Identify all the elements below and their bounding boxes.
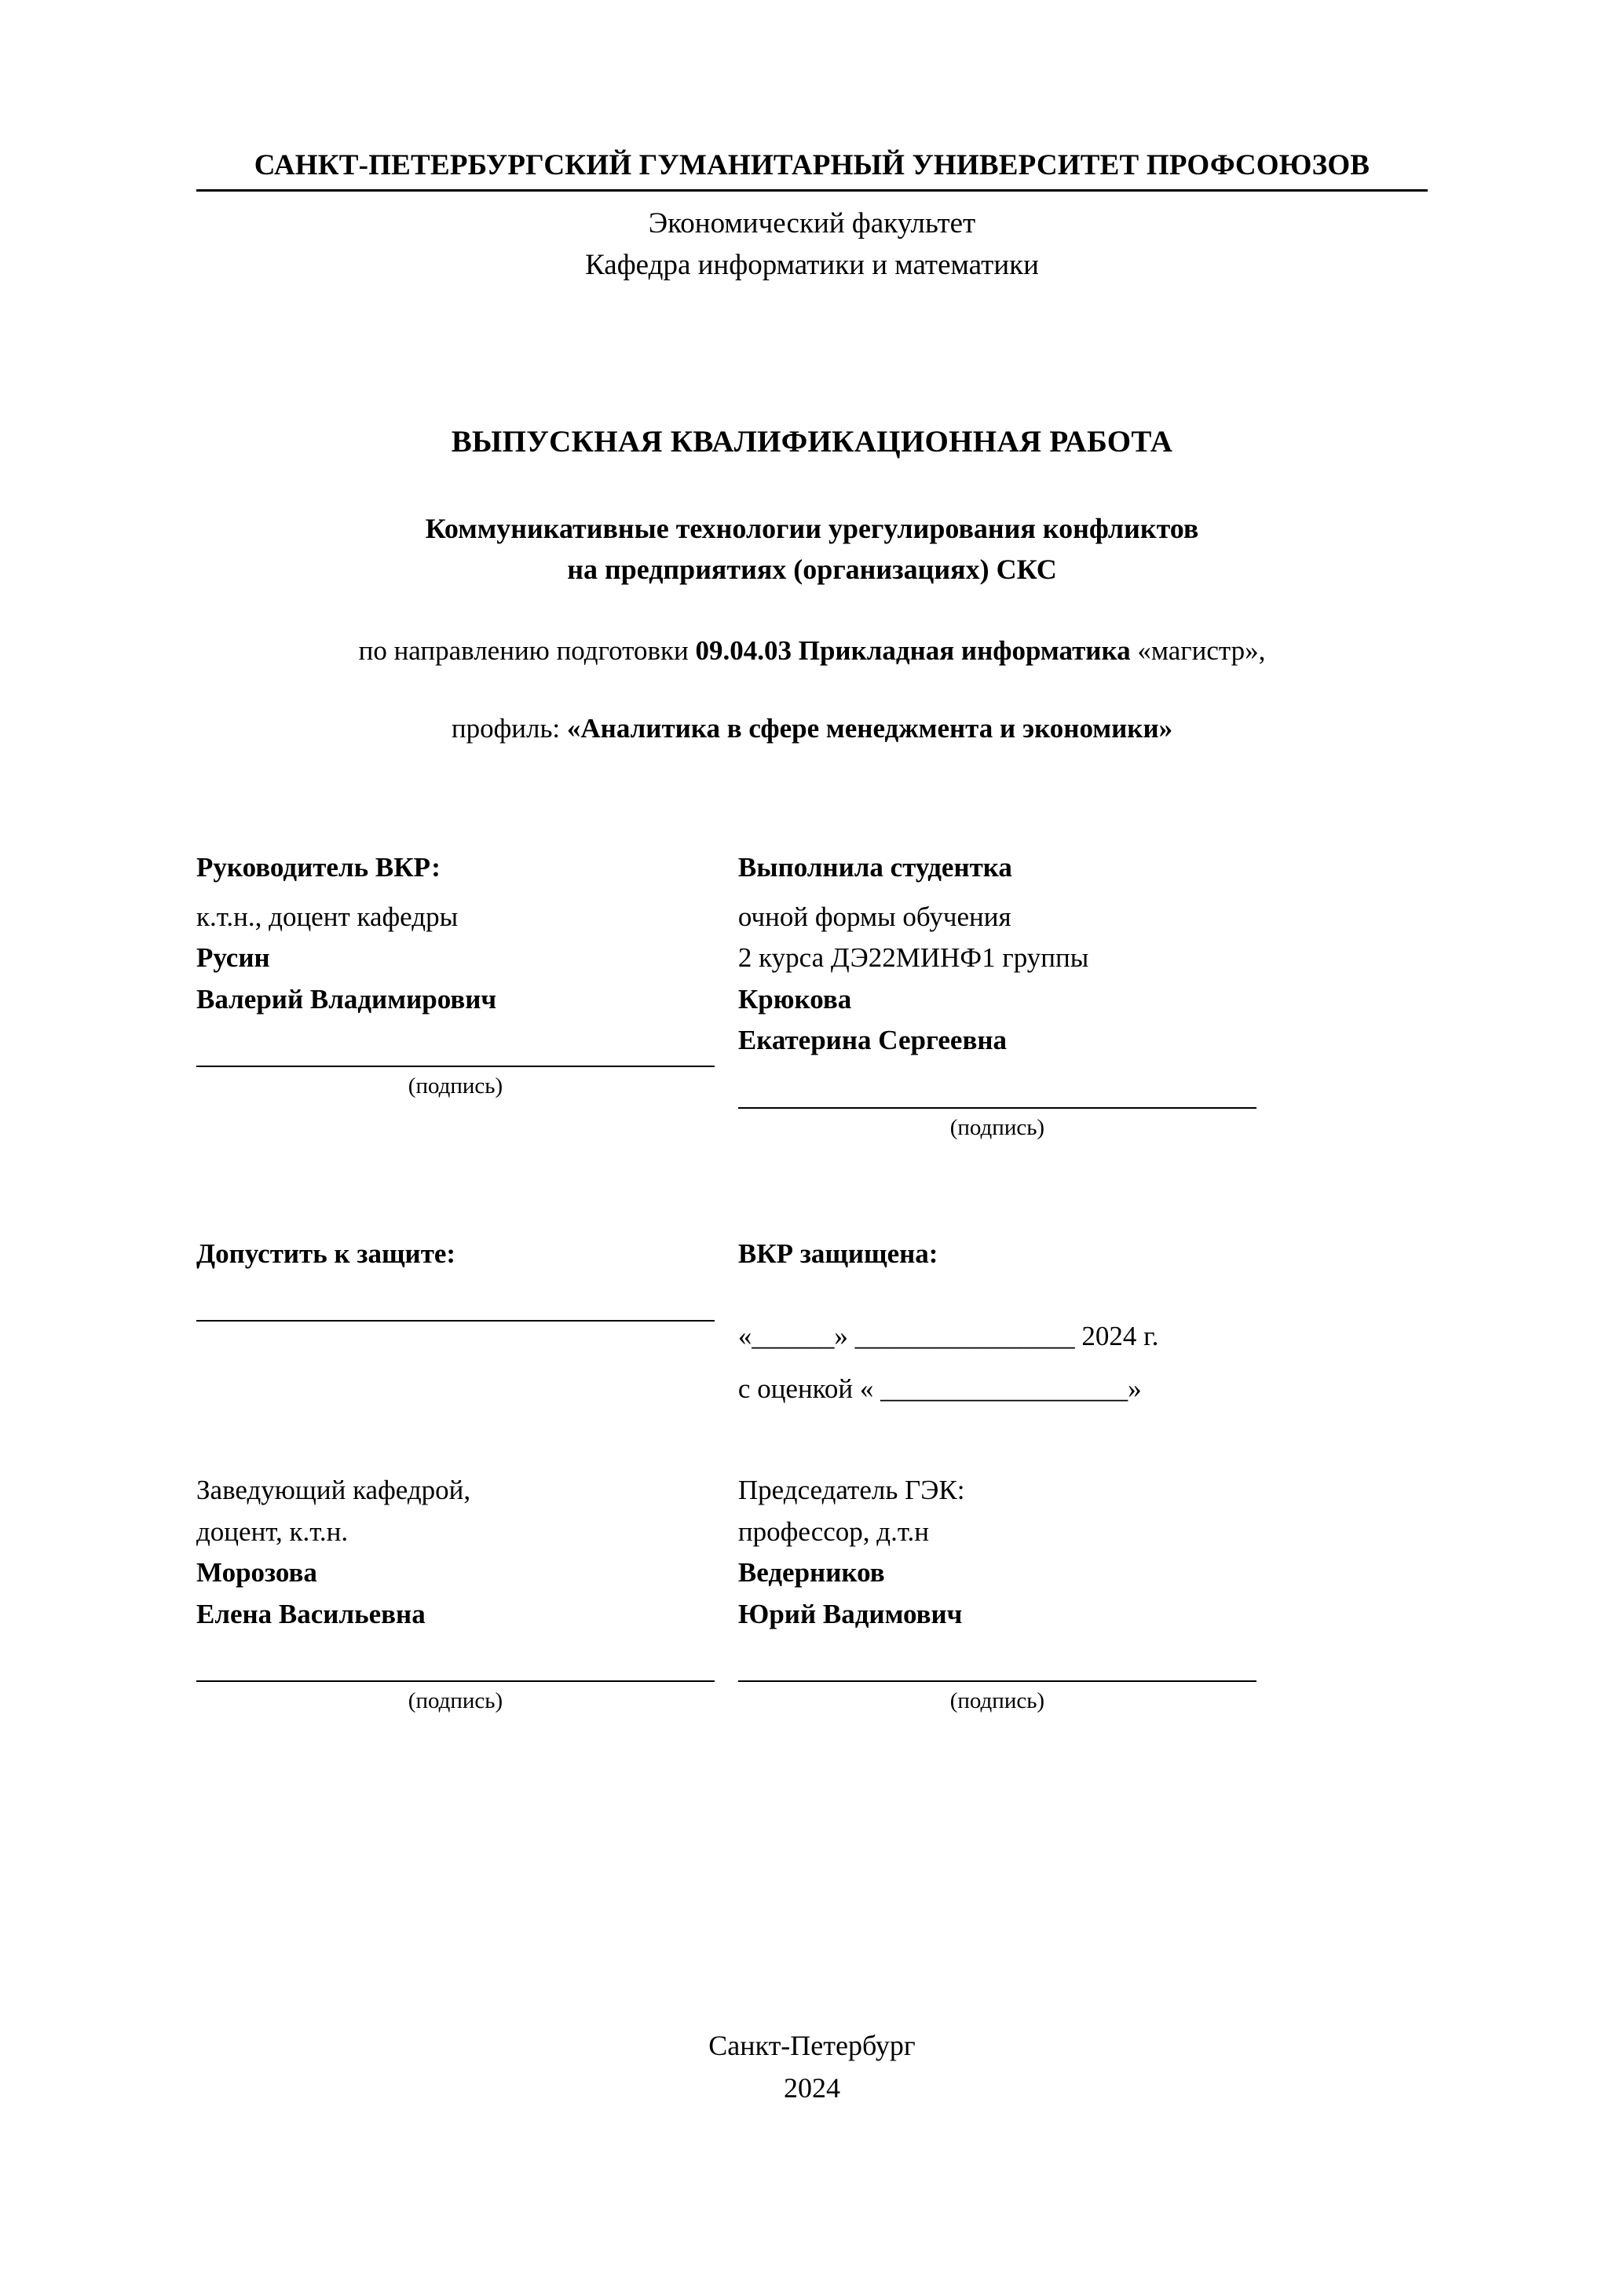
- defense-grade-line: с оценкой « __________________»: [737, 1373, 1142, 1404]
- direction-prefix: по направлению подготовки: [358, 635, 696, 667]
- admission-heading: Допустить к защите:: [196, 1238, 456, 1269]
- thesis-theme: [196, 508, 1428, 590]
- chairman-position-line2: профессор, д.т.н: [737, 1515, 929, 1547]
- header-divider: [196, 189, 1428, 192]
- chairman-position-line1: Председатель ГЭК:: [737, 1475, 965, 1506]
- defense-block: [738, 1234, 1428, 1416]
- student-signature-line: [738, 1107, 1256, 1109]
- direction-code: 09.04.03 Прикладная информатика: [695, 635, 1131, 667]
- faculty-name: Экономический факультет: [648, 207, 976, 239]
- chairman-name: Юрий Вадимович: [737, 1598, 963, 1629]
- student-block: [738, 847, 1428, 1141]
- document-footer: [0, 2024, 1624, 2109]
- head-of-department-block: [196, 1470, 738, 1714]
- defense-date-line: «______» ________________ 2024 г.: [737, 1321, 1159, 1352]
- supervisor-heading: Руководитель ВКР:: [196, 852, 441, 883]
- thesis-theme-line2: на предприятиях (организациях) СКС: [567, 554, 1057, 586]
- spacer-defense: [738, 1282, 1428, 1311]
- direction-line: [196, 631, 1428, 672]
- head-signature-line: [196, 1680, 715, 1682]
- supervisor-signature-line: [196, 1066, 715, 1067]
- head-surname: Морозова: [196, 1557, 317, 1589]
- student-surname: Крюкова: [737, 983, 852, 1015]
- chairman-signature-caption: (подпись): [949, 1688, 1045, 1714]
- thesis-theme-line1: Коммуникативные технологии урегулирования конфликтов: [425, 512, 1199, 544]
- chairman-surname: Ведерников: [737, 1557, 885, 1589]
- supervisor-degree: к.т.н., доцент кафедры: [196, 901, 459, 932]
- head-signature-caption: (подпись): [408, 1688, 503, 1714]
- signature-row-bottom: [196, 1470, 1428, 1714]
- chairman-block: [738, 1470, 1428, 1714]
- student-form: очной формы обучения: [737, 901, 1011, 932]
- chairman-signature-line: [738, 1680, 1256, 1682]
- footer-year: 2024: [784, 2072, 840, 2104]
- student-name: Екатерина Сергеевна: [737, 1025, 1008, 1056]
- document-type: ВЫПУСКНАЯ КВАЛИФИКАЦИОННАЯ РАБОТА: [451, 424, 1173, 459]
- spacer-bottom: [196, 1415, 1428, 1470]
- direction-suffix: «магистр»,: [1130, 635, 1266, 667]
- spacer-title: [196, 287, 1428, 424]
- profile-prefix: профиль:: [451, 712, 567, 744]
- defense-heading: ВКР защищена:: [737, 1238, 938, 1269]
- head-name: Елена Васильевна: [196, 1598, 426, 1629]
- spacer-middle: [196, 1141, 1428, 1234]
- admission-signature-line: [196, 1320, 715, 1322]
- spacer-signatures: [196, 749, 1428, 847]
- head-position-line2: доцент, к.т.н.: [196, 1515, 349, 1547]
- profile-value: «Аналитика в сфере менеджмента и экономики»: [566, 712, 1173, 744]
- supervisor-surname: Русин: [196, 942, 270, 974]
- university-name: САНКТ-ПЕТЕРБУРГСКИЙ ГУМАНИТАРНЫЙ УНИВЕРСИТЕТ ПРОФСОЮЗОВ: [254, 149, 1370, 181]
- head-position-line1: Заведующий кафедрой,: [196, 1475, 471, 1506]
- admission-block: [196, 1234, 738, 1416]
- supervisor-signature-caption: (подпись): [408, 1073, 503, 1099]
- signature-row-middle: [196, 1234, 1428, 1416]
- student-heading: Выполнила студентка: [737, 852, 1012, 883]
- student-group: 2 курса ДЭ22МИНФ1 группы: [737, 942, 1089, 974]
- student-signature-caption: (подпись): [949, 1114, 1045, 1140]
- profile-line: [196, 708, 1428, 750]
- department-name: Кафедра информатики и математики: [585, 249, 1039, 282]
- supervisor-block: [196, 847, 738, 1141]
- signature-row-top: [196, 847, 1428, 1141]
- supervisor-name: Валерий Владимирович: [196, 983, 497, 1015]
- footer-city: Санкт-Петербург: [708, 2030, 916, 2061]
